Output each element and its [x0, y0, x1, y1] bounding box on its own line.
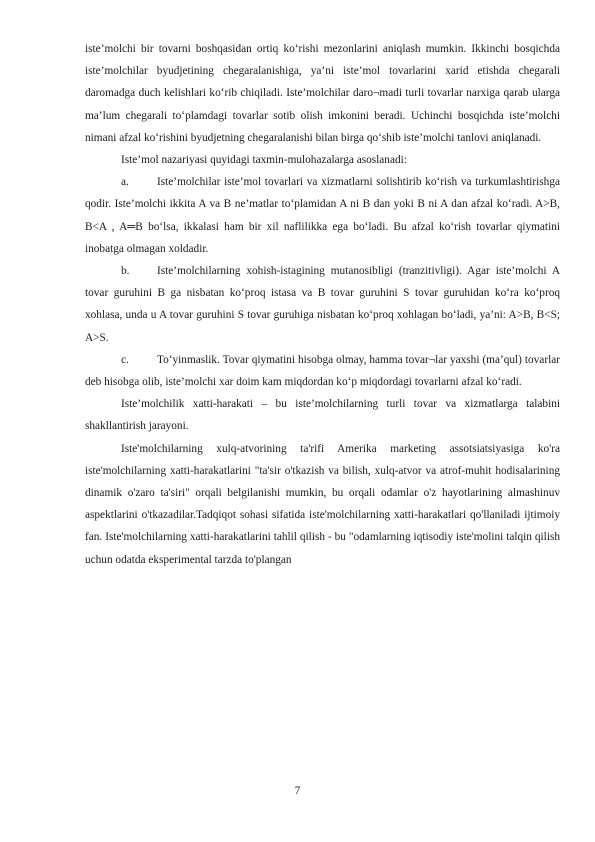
list-item-b — [85, 260, 560, 349]
paragraph-theory-assumptions: Iste’mol nazariyasi quyidagi taxmin-mulohazalarga asoslanadi: — [121, 154, 407, 167]
list-marker-b: b. — [121, 265, 130, 278]
list-marker-a: a. — [121, 176, 129, 189]
page-number: 7 — [294, 785, 301, 797]
paragraph-consumer-behavior-definition: Iste’molchilik xatti-harakati – bu iste’molchilarning turli tovar va xizmatlarga talabini shakllantirish jarayoni. — [85, 398, 560, 433]
list-marker-c: c. — [121, 353, 129, 366]
list-item-b-text: Iste’molchilarning xohish-istagining mutanosibligi (tranzitivligi). Agar iste’molchi A tovar guruhini B ga nisbatan ko‘proq istasa va B tovar guruhini S tovar guruhidan ko‘ra ko‘proq xohlasa, unda u A tovar guruhini S tovar guruhiga nisbatan ko‘proq xohlagan bo‘ladi, ya’ni: A>B, B<S; A>S. — [85, 265, 560, 344]
paragraph-intro-continuation: iste’molchi bir tovarni boshqasidan ortiq ko‘rishi mezonlarini aniqlash mumkin. Ikkinchi bosqichda iste’molchilar byudjetining chegaralanishiga, ya’ni iste’mol tovarlarini xarid etishda chegarali daromadga duch kelishlari ko‘rib chiqiladi. Iste’molchilar daro¬madi turli tovarlar narxiga qarab ularga ma’lum chegarali to‘plamdagi tovarlar sotib olish imkonini beradi. Uchinchi bosqichda iste’molchi nimani afzal ko‘rishini byudjetning chegaralanishi bilan birga qo‘shib iste’molchi tanlovi aniqlanadi. — [85, 43, 560, 144]
paragraph-ama-definition: Iste'molchilarning xulq-atvorining ta'rifi Amerika marketing assotsiatsiyasiga ko'ra iste'molchilarning xatti-harakatlarini "ta'sir o'tkazish va bilish, xulq-atvor va atrof-muhit hodisalarining dinamik o'zaro ta'siri" orqali belgilanishi mumkin, bu orqali odamlar o'z hayotlarining almashinuv aspektlarini o'tkazadilar.Tadqiqot sohasi sifatida iste'molchilarning xatti-harakatlari qo'llaniladi ijtimoiy fan. Iste'molchilarning xatti-harakatlarini tahlil qilish - bu "odamlarning iqtisodiy iste'molini talqin qilish uchun odatda eksperimental tarzda to'plangan — [85, 442, 560, 566]
list-item-c-text: To‘yinmaslik. Tovar qiymatini hisobga olmay, hamma tovar¬lar yaxshi (ma’qul) tovarlar deb hisobga olib, iste’molchi xar doim kam miqdordan ko‘p miqdordagi tovarlarni afzal ko‘radi. — [85, 353, 560, 389]
list-item-a — [85, 171, 560, 260]
list-item-a-text: Iste’molchilar iste’mol tovarlari va xizmatlarni solishtirib ko‘rish va turkumlashtirishga qodir. Iste’molchi ikkita A va B ne’matlar to‘plamidan A ni B dan yoki B ni A dan afzal ko‘radi. A>B, B<A , A═B bo‘lsa, ikkalasi ham bir xil naflilikka ega bo‘ladi. Bu afzal ko‘rish tovarlar qiymatini inobatga olmagan xoldadir. — [85, 176, 560, 255]
list-item-c — [85, 349, 560, 393]
body-text — [85, 38, 560, 571]
